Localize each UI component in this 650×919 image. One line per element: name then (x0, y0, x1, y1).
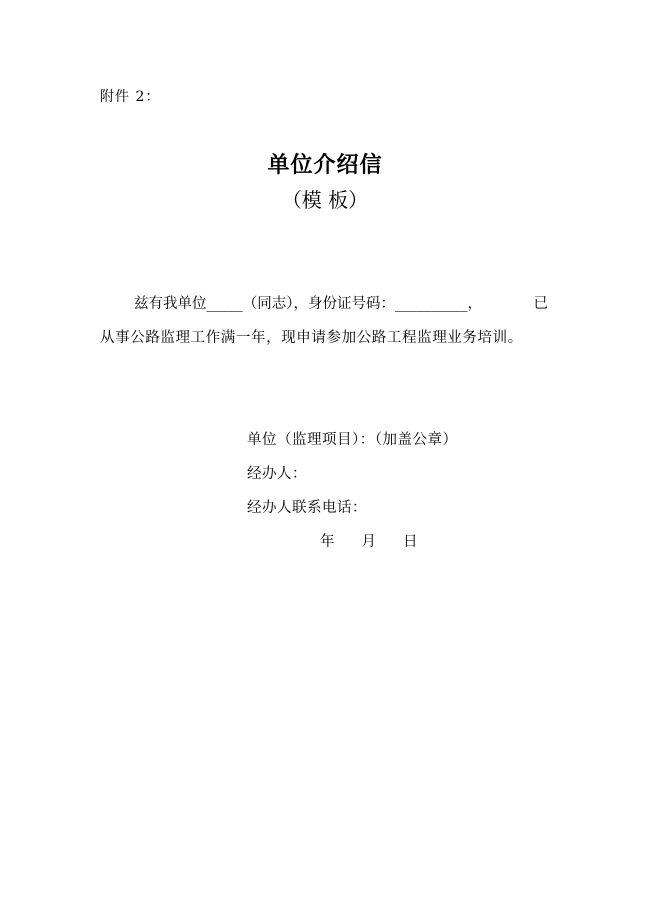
document-subtitle: （模 板） (281, 188, 369, 212)
paragraph-line-1 (134, 292, 548, 313)
paragraph-line-2: 从事公路监理工作满一年，现申请参加公路工程监理业务培训。 (100, 330, 523, 346)
handler-phone-field: 经办人联系电话： (247, 500, 367, 516)
date-day: 日 (403, 534, 418, 550)
date-month: 月 (361, 534, 376, 550)
date-year: 年 (320, 534, 335, 550)
unit-seal-field: 单位（监理项目）：（加盖公章） (247, 432, 458, 448)
document-title: 单位介绍信 (267, 153, 383, 178)
attachment-label: 附件 2： (100, 89, 161, 105)
handler-field: 经办人： (247, 466, 307, 482)
date-row (320, 530, 418, 551)
paragraph-line-1-main: 兹有我单位_____（同志），身份证号码：__________， (134, 296, 482, 312)
paragraph-line-1-tail: 已 (533, 296, 548, 312)
